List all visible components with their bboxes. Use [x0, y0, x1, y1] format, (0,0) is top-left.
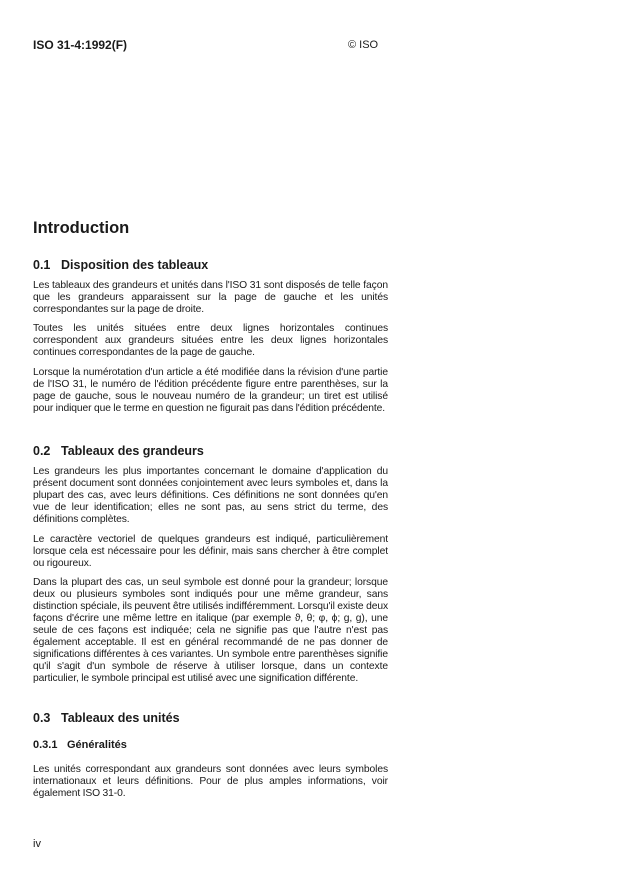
page-number: iv [33, 838, 41, 850]
section-0-1-paragraph-1 [33, 280, 388, 316]
page-title: Introduction [33, 219, 130, 237]
section-title: Tableaux des grandeurs [61, 444, 204, 458]
paragraph: Lorsque la numérotation d'un article a été modifiée dans la révision d'une partie de l'ISO 31, le numéro de l'édition précédente figure entre parenthèses, sur la page de gauche, sous le nouveau numéro de la grandeur; un tiret est utilisé pour indiquer que le terme en question ne figurait pas dans l'édition précédente. [33, 367, 388, 414]
section-0-1-heading [33, 258, 388, 272]
section-title: Tableaux des unités [61, 711, 180, 725]
subsection-title: Généralités [67, 739, 127, 751]
subsection-0-3-1-paragraph-1 [33, 764, 388, 800]
paragraph: Les unités correspondant aux grandeurs sont données avec leurs symboles internationaux et leurs définitions. Pour de plus amples informations, voir également ISO 31-0. [33, 764, 388, 799]
section-0-1-paragraph-3 [33, 367, 388, 415]
section-0-2-paragraph-1 [33, 466, 388, 526]
section-0-3-heading [33, 711, 388, 725]
section-0-2-heading [33, 444, 388, 458]
copyright-mark: © ISO [348, 39, 379, 51]
section-number: 0.2 [33, 444, 51, 458]
section-0-2-paragraph-2 [33, 534, 388, 570]
paragraph: Les tableaux des grandeurs et unités dans l'ISO 31 sont disposés de telle façon que les grandeurs apparaissent sur la page de gauche et les unités correspondantes sur la page de droite. [33, 280, 388, 315]
paragraph: Toutes les unités situées entre deux lignes horizontales continues correspondent aux grandeurs situées entre les deux lignes horizontales continues correspondantes de la page de gauche. [33, 323, 388, 358]
section-0-2-paragraph-3 [33, 577, 388, 685]
document-reference: ISO 31-4:1992(F) [33, 38, 128, 52]
subsection-number: 0.3.1 [33, 739, 58, 751]
section-title: Disposition des tableaux [61, 258, 209, 272]
subsection-0-3-1-heading [33, 739, 388, 751]
section-0-1-paragraph-2 [33, 323, 388, 359]
section-number: 0.3 [33, 711, 51, 725]
paragraph: Dans la plupart des cas, un seul symbole est donné pour la grandeur; lorsque deux ou plusieurs symboles sont indiqués pour une même grandeur, sans distinction spéciale, ils peuvent être utilisés indifféremment. Lorsqu'il existe deux façons d'écrire une même lettre en italique (par exemple ϑ, θ; φ, ϕ; g, g), une seule de ces façons est indiquée; cela ne signifie pas que l'autre n'est pas également acceptable. Il est en général recommandé de ne pas donner de significations différentes à ces variantes. Un symbole entre parenthèses signifie qu'il s'agit d'un symbole de réserve à utiliser lorsque, dans un contexte particulier, le symbole principal est utilisé avec une signification différente. [33, 577, 388, 684]
paragraph: Le caractère vectoriel de quelques grandeurs est indiqué, particulièrement lorsque cela est nécessaire pour les définir, mais sans chercher à être complet ou rigoureux. [33, 534, 388, 569]
section-number: 0.1 [33, 258, 51, 272]
paragraph: Les grandeurs les plus importantes concernant le domaine d'application du présent document sont données conjointement avec leurs symboles et, dans la plupart des cas, avec leurs définitions. Ces définitions ne sont données qu'en vue de leur identification; elles ne sont pas, au sens strict du terme, des définitions complètes. [33, 466, 388, 525]
